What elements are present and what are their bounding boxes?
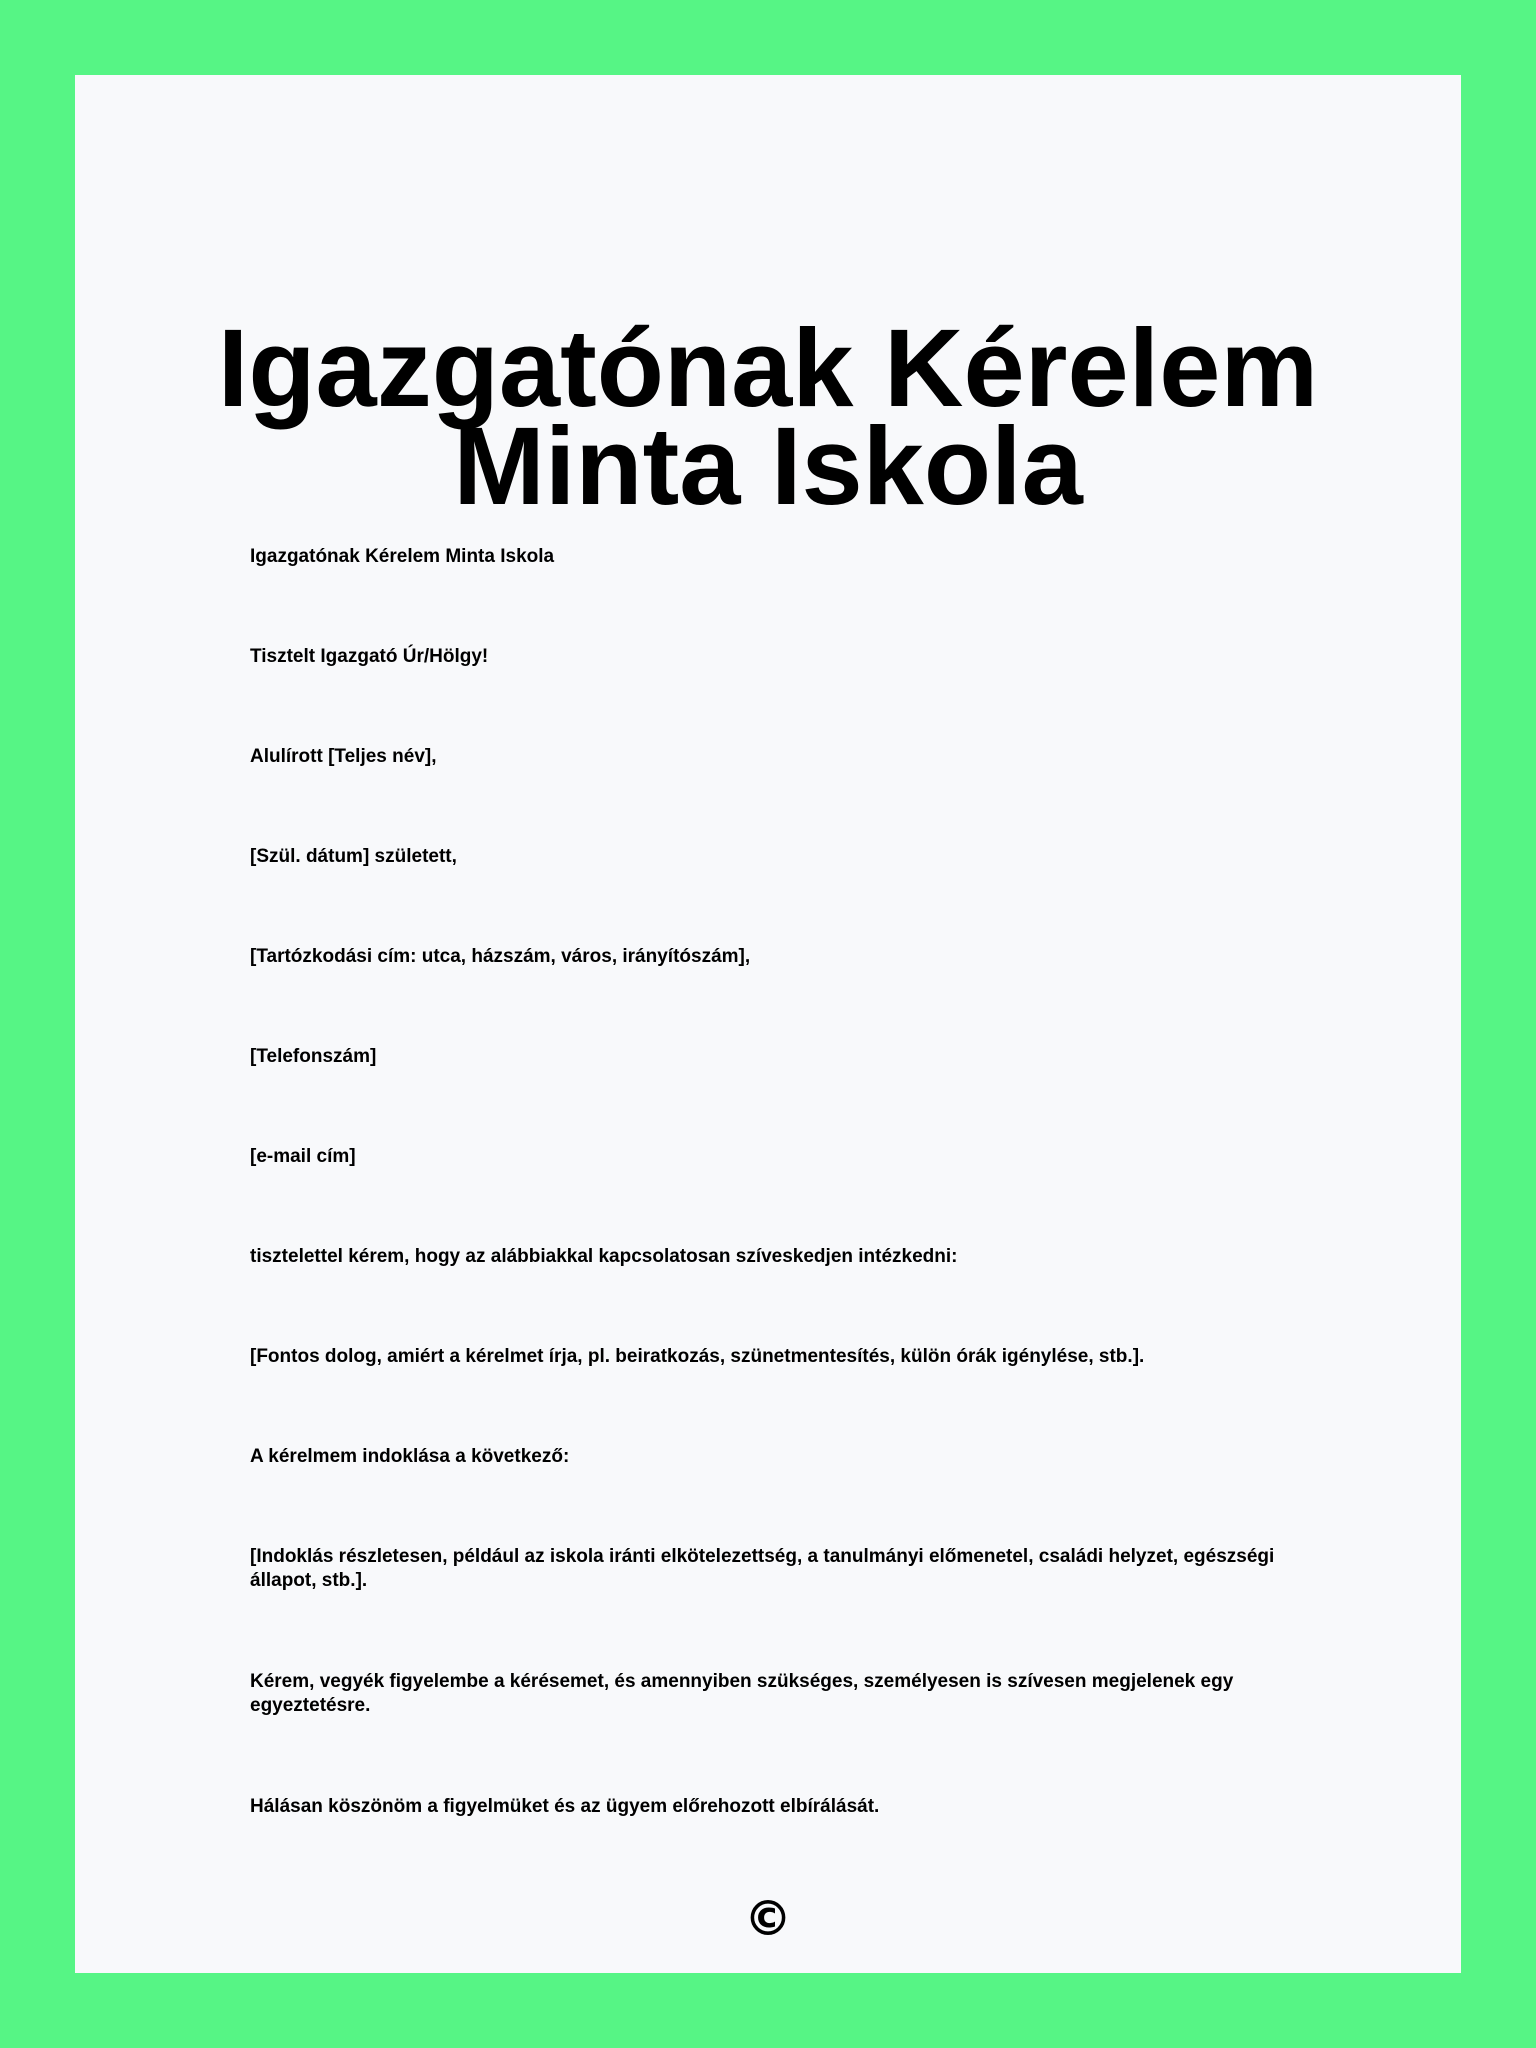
paragraph-request-subject: [Fontos dolog, amiért a kérelmet írja, pl. beiratkozás, szünetmentesítés, külön órák igénylése, stb.].: [250, 1346, 1145, 1367]
document-page: [75, 75, 1461, 1973]
paragraph-thanks: Hálásan köszönöm a figyelmüket és az ügyem előrehozott elbírálását.: [250, 1796, 880, 1817]
copyright-icon: ©: [744, 1891, 792, 1947]
paragraph-reason-detail: [Indoklás részletesen, például az iskola iránti elkötelezettség, a tanulmányi előmenetel, családi helyzet, egészségi állapot, stb.].: [250, 1546, 1275, 1591]
paragraph-heading: Igazgatónak Kérelem Minta Iskola: [250, 546, 555, 567]
page-title: Igazgatónak Kérelem Minta Iskola: [217, 307, 1319, 528]
paragraph-birth-date: [Szül. dátum] született,: [250, 846, 457, 867]
paragraph-email: [e-mail cím]: [250, 1146, 356, 1167]
paragraph-full-name: Alulírott [Teljes név],: [250, 746, 437, 767]
paragraph-address: [Tartózkodási cím: utca, házszám, város, irányítószám],: [250, 946, 751, 967]
paragraph-phone: [Telefonszám]: [250, 1046, 377, 1067]
paragraph-reason-intro: A kérelmem indoklása a következő:: [250, 1446, 570, 1467]
paragraph-salutation: Tisztelt Igazgató Úr/Hölgy!: [250, 646, 489, 667]
paragraph-request-intro: tisztelettel kérem, hogy az alábbiakkal kapcsolatosan szíveskedjen intézkedni:: [250, 1246, 958, 1267]
paragraph-closing-request: Kérem, vegyék figyelembe a kérésemet, és amennyiben szükséges, személyesen is szívesen megjelenek egy egyeztetésre.: [250, 1671, 1234, 1716]
